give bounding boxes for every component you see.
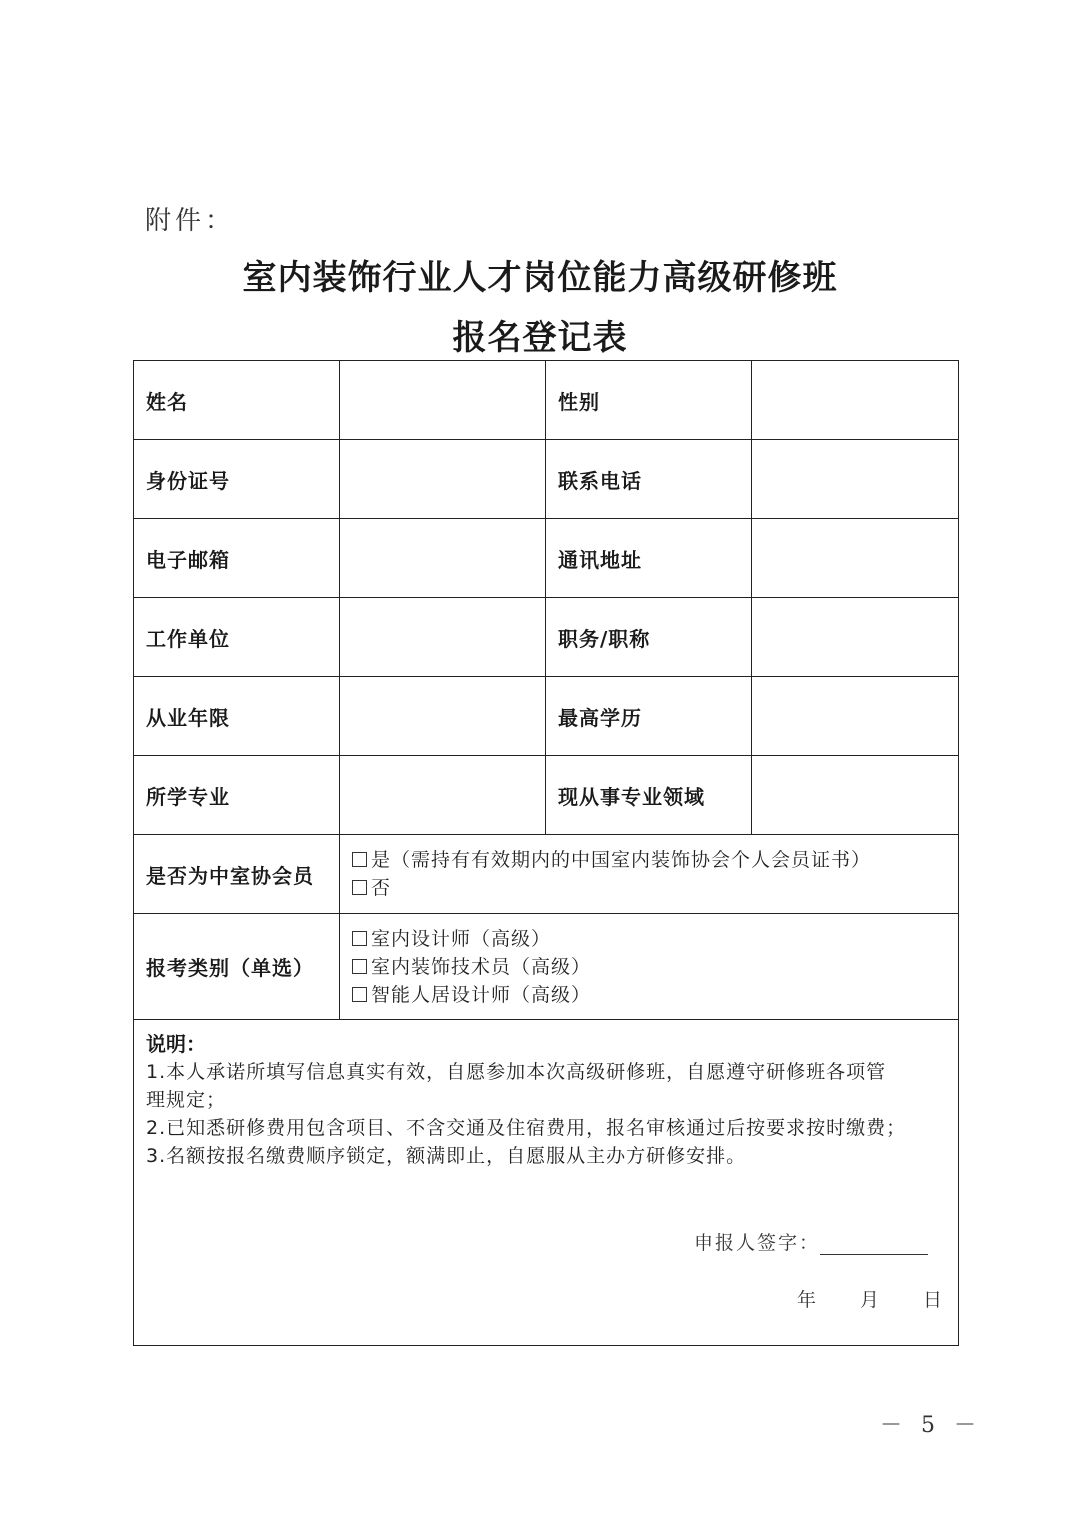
category-option-smart-home-designer[interactable] (352, 981, 946, 1009)
major-field[interactable] (340, 756, 546, 835)
attachment-label: 附件： (145, 206, 236, 236)
signature-label: 申报人签字： (693, 1232, 820, 1254)
address-field[interactable] (752, 519, 959, 598)
member-label: 是否为中室协会员 (134, 835, 340, 914)
signature-row (694, 1228, 928, 1255)
form-title: 室内装饰行业人才岗位能力高级研修班 (242, 258, 838, 298)
checkbox-icon[interactable] (352, 852, 367, 867)
option-label: 室内装饰技术员（高级） (371, 955, 592, 978)
major-label: 所学专业 (134, 756, 340, 835)
date-row: 年 月 日 (796, 1289, 944, 1311)
notes-section (134, 1020, 959, 1346)
checkbox-icon[interactable] (352, 880, 367, 895)
field-of-work-label: 现从事专业领域 (546, 756, 752, 835)
id-number-label: 身份证号 (134, 440, 340, 519)
phone-label: 联系电话 (546, 440, 752, 519)
notes-heading: 说明： (146, 1032, 206, 1056)
signature-field[interactable] (820, 1234, 928, 1255)
table-row (134, 598, 959, 677)
option-label: 智能人居设计师（高级） (371, 983, 592, 1006)
table-row (134, 756, 959, 835)
employer-field[interactable] (340, 598, 546, 677)
address-label: 通讯地址 (546, 519, 752, 598)
table-row (134, 914, 959, 1020)
email-label: 电子邮箱 (134, 519, 340, 598)
table-row (134, 1020, 959, 1346)
name-label: 姓名 (134, 361, 340, 440)
checkbox-icon[interactable] (352, 931, 367, 946)
notes-line: 理规定； (146, 1089, 227, 1111)
checkbox-icon[interactable] (352, 987, 367, 1002)
field-of-work-field[interactable] (752, 756, 959, 835)
registration-table (133, 360, 959, 1346)
member-option-yes[interactable] (352, 846, 946, 874)
category-label: 报考类别（单选） (134, 914, 340, 1020)
form-subtitle: 报名登记表 (452, 318, 628, 358)
experience-years-label: 从业年限 (134, 677, 340, 756)
table-row (134, 361, 959, 440)
category-options (340, 914, 959, 1020)
member-option-no[interactable] (352, 874, 946, 902)
employer-label: 工作单位 (134, 598, 340, 677)
education-label: 最高学历 (546, 677, 752, 756)
id-number-field[interactable] (340, 440, 546, 519)
gender-field[interactable] (752, 361, 959, 440)
page-number: － 5 － (880, 1413, 982, 1438)
option-label: 是（需持有有效期内的中国室内装饰协会个人会员证书） (371, 849, 872, 871)
table-row (134, 677, 959, 756)
option-label: 否 (371, 877, 392, 899)
notes-line: 3.名额按报名缴费顺序锁定，额满即止，自愿服从主办方研修安排。 (146, 1145, 747, 1167)
member-options (340, 835, 959, 914)
education-field[interactable] (752, 677, 959, 756)
category-option-decoration-technician[interactable] (352, 953, 946, 981)
checkbox-icon[interactable] (352, 959, 367, 974)
table-row (134, 440, 959, 519)
option-label: 室内设计师（高级） (371, 927, 552, 950)
table-row (134, 835, 959, 914)
table-row (134, 519, 959, 598)
name-field[interactable] (340, 361, 546, 440)
notes-line: 1.本人承诺所填写信息真实有效，自愿参加本次高级研修班，自愿遵守研修班各项管 (146, 1061, 887, 1083)
email-field[interactable] (340, 519, 546, 598)
position-field[interactable] (752, 598, 959, 677)
position-label: 职务/职称 (546, 598, 752, 677)
experience-years-field[interactable] (340, 677, 546, 756)
notes-line: 2.已知悉研修费用包含项目、不含交通及住宿费用，报名审核通过后按要求按时缴费； (146, 1117, 907, 1139)
category-option-interior-designer[interactable] (352, 925, 946, 953)
phone-field[interactable] (752, 440, 959, 519)
gender-label: 性别 (546, 361, 752, 440)
